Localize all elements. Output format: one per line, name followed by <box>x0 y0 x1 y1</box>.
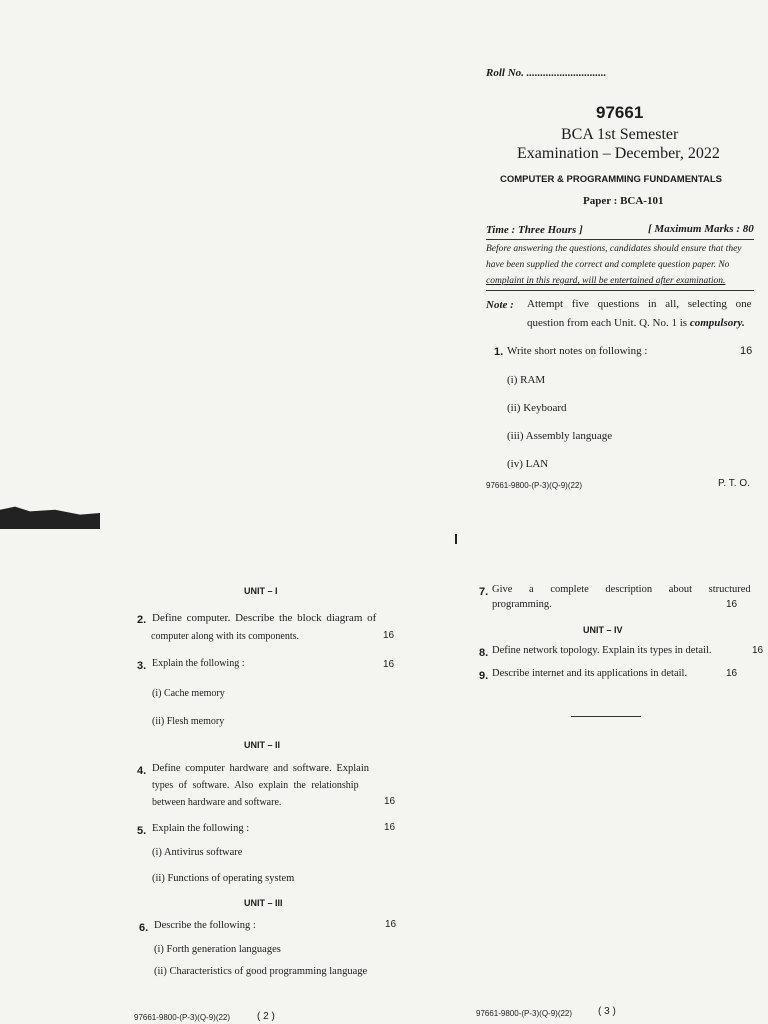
question-marks: 16 <box>752 645 764 656</box>
sub-question: (iv) LAN <box>507 458 549 470</box>
scan-artifact-left-edge <box>0 497 100 529</box>
question-marks: 16 <box>383 659 395 670</box>
question-marks: 16 <box>726 668 738 679</box>
footer-code: 97661-9800-(P-3)(Q-9)(22) <box>476 1009 573 1018</box>
question-marks: 16 <box>384 822 396 833</box>
time-label: Time : Three Hours ] <box>486 224 583 236</box>
page-number: ( 2 ) <box>257 1011 275 1022</box>
instruction-line: Before answering the questions, candidates should ensure that they <box>486 244 742 254</box>
note-line: Attempt five questions in all, selecting one <box>527 298 752 310</box>
question-marks: 16 <box>384 796 396 807</box>
scan-mark <box>455 534 457 544</box>
question-text: Describe internet and its applications in detail. <box>492 668 688 679</box>
note-label: Note : <box>486 299 514 311</box>
question-number: 4. <box>137 765 147 777</box>
question-marks: 16 <box>740 345 753 357</box>
question-text: between hardware and software. <box>152 797 282 808</box>
note-line-text: question from each Unit. Q. No. 1 is <box>527 317 690 329</box>
unit-heading: UNIT – IV <box>583 625 623 635</box>
question-number: 2. <box>137 614 147 626</box>
instruction-rule <box>486 290 754 291</box>
note-line <box>527 317 745 329</box>
unit-heading: UNIT – II <box>244 740 281 750</box>
question-marks: 16 <box>383 630 395 641</box>
question-number: 7. <box>479 586 489 598</box>
question-text: computer along with its components. <box>151 631 300 642</box>
roll-number: Roll No. ............................. <box>486 67 607 79</box>
paper-label: Paper : BCA-101 <box>583 195 664 207</box>
sub-question: (i) Cache memory <box>152 688 225 699</box>
subject-title: COMPUTER & PROGRAMMING FUNDAMENTALS <box>500 174 723 185</box>
question-number: 1. <box>494 346 504 358</box>
sub-question: (i) RAM <box>507 374 546 386</box>
paper-code: 97661 <box>596 103 644 122</box>
header-rule <box>486 239 754 240</box>
question-marks: 16 <box>726 599 738 610</box>
question-text: Describe the following : <box>154 920 256 931</box>
question-text: Explain the following : <box>152 823 250 834</box>
question-number: 5. <box>137 825 147 837</box>
page-number: ( 3 ) <box>598 1006 616 1017</box>
question-text: programming. <box>492 599 552 610</box>
question-text: Give a complete description about structured <box>492 584 751 595</box>
max-marks-label: [ Maximum Marks : 80 <box>648 223 754 235</box>
pto-label: P. T. O. <box>718 478 750 489</box>
question-text: types of software. Also explain the relationship <box>152 780 359 791</box>
sub-question: (ii) Flesh memory <box>152 716 225 727</box>
sub-question: (i) Forth generation languages <box>154 944 281 955</box>
sub-question: (ii) Functions of operating system <box>152 873 295 884</box>
sub-question: (iii) Assembly language <box>507 430 613 442</box>
sub-question: (i) Antivirus software <box>152 847 243 858</box>
question-text: Write short notes on following : <box>507 345 648 357</box>
footer-code: 97661-9800-(P-3)(Q-9)(22) <box>134 1013 231 1022</box>
question-number: 9. <box>479 670 489 682</box>
question-text: Define network topology. Explain its types in detail. <box>492 645 712 656</box>
question-text: Define computer. Describe the block diagram of <box>152 612 377 624</box>
question-marks: 16 <box>385 919 397 930</box>
unit-heading: UNIT – III <box>244 898 283 908</box>
unit-heading: UNIT – I <box>244 586 278 596</box>
exam-title: Examination – December, 2022 <box>517 145 720 162</box>
footer-code: 97661-9800-(P-3)(Q-9)(22) <box>486 481 583 490</box>
note-compulsory: compulsory. <box>689 317 745 329</box>
question-text: Define computer hardware and software. Explain <box>152 763 369 774</box>
question-text: Explain the following : <box>152 658 245 669</box>
instruction-line: have been supplied the correct and complete question paper. No <box>486 260 730 270</box>
end-rule <box>571 716 641 717</box>
sub-question: (ii) Characteristics of good programming language <box>154 966 368 977</box>
instruction-line: complaint in this regard, will be entertained after examination. <box>486 276 726 286</box>
question-number: 8. <box>479 647 489 659</box>
question-number: 6. <box>139 922 149 934</box>
sub-question: (ii) Keyboard <box>507 402 567 414</box>
question-number: 3. <box>137 660 147 672</box>
semester-title: BCA 1st Semester <box>561 126 679 143</box>
